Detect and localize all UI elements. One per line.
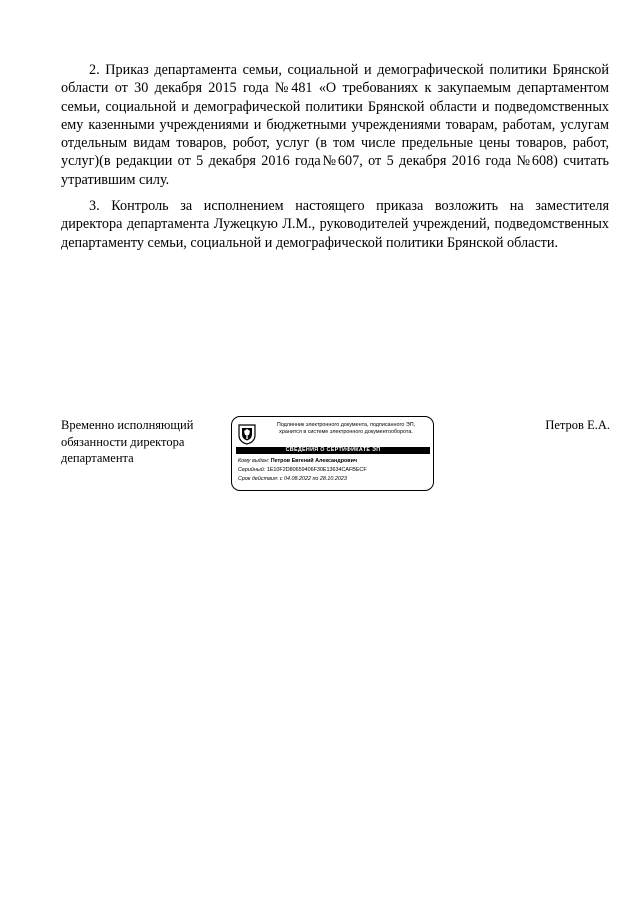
- stamp-serial-value: 1E10F2D80659406F30E13634CAFBECF: [266, 467, 367, 473]
- stamp-validity-label: Срок действия:: [238, 476, 279, 482]
- signer-name: Петров Е.А.: [545, 418, 610, 432]
- signer-position: [61, 417, 221, 467]
- paragraph-item-3: 3. Контроль за исполнением настоящего приказа возложить на заместителя директора департамента Лужецкую Л.М., руководителей учреждений, подведомственных департаменту семьи, социальной и демографической политики Брянской области.: [61, 198, 609, 251]
- stamp-header-line: Подлинник электронного документа, подписанного ЭП,: [276, 422, 416, 428]
- stamp-validity-row: [238, 476, 347, 483]
- coat-of-arms-icon: [237, 423, 257, 445]
- signer-position-line: обязанности директора: [61, 434, 185, 449]
- stamp-serial-label: Серийный:: [238, 467, 266, 473]
- stamp-serial-row: [238, 467, 367, 474]
- stamp-band-title: СВЕДЕНИЯ О СЕРТИФИКАТЕ ЭП: [236, 447, 430, 454]
- signer-position-line: департамента: [61, 451, 134, 465]
- stamp-header: [261, 422, 431, 436]
- signer-position-line: Временно исполняющий: [61, 418, 194, 432]
- paragraph-item-2: 2. Приказ департамента семьи, социальной и демографической политики Брянской области от 30 декабря 2015 года №481 «О требованиях к закупаемым департаментом семьи, социальной и демографической политики Брянской области и подведомственных ему казенными учреждениями и бюджетными учреждениями товарам, работам, услугам отдельным видам товаров, робот, услуг (в том числе предельные цены товаров, работ, услуг)(в редакции от 5 декабря 2016 года№607, от 5 декабря 2016 года №608) считать утратившим силу.: [61, 62, 609, 188]
- stamp-owner-value: Петров Евгений Александрович: [270, 458, 358, 464]
- stamp-owner-row: [238, 458, 357, 465]
- stamp-validity-value: с 04.08.2022 по 28.10.2023: [279, 476, 347, 482]
- e-signature-stamp: [231, 416, 434, 491]
- stamp-owner-label: Кому выдан:: [238, 458, 270, 464]
- stamp-header-line: хранится в системе электронного документооборота.: [279, 429, 413, 435]
